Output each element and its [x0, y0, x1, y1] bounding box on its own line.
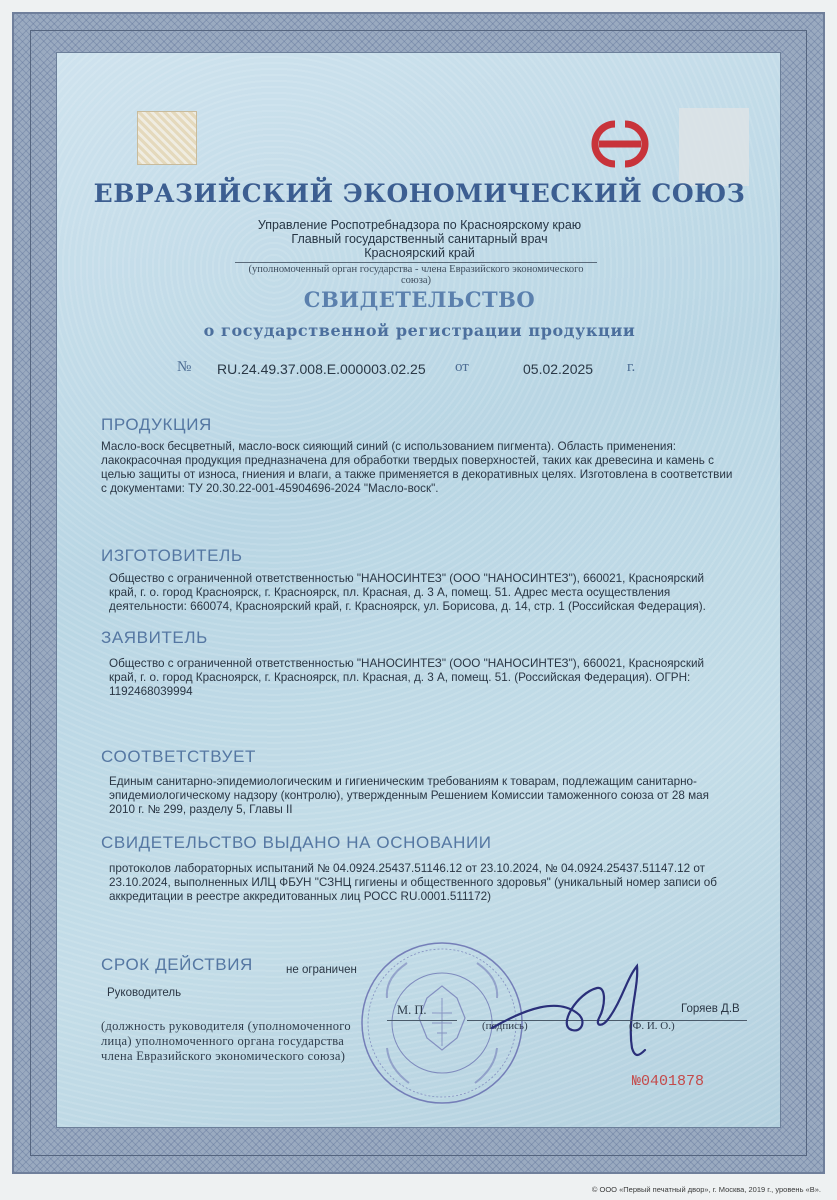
manufacturer-heading: ИЗГОТОВИТЕЛЬ	[101, 546, 243, 565]
validity-heading: СРОК ДЕЙСТВИЯ	[101, 955, 253, 974]
number-label: №	[177, 359, 192, 375]
date-label: от	[455, 359, 469, 375]
basis-text: протоколов лабораторных испытаний № 04.0924.25437.51146.12 от 23.10.2024, № 04.0924.25437.51147.12 от 23.10.2024, выполненных ИЛЦ ФБУН "СЗНЦ гигиены и общественного здоровья" (уникальный номер записи об аккредитации в реестре аккредитованных лиц РОСС RU.0001.511172)	[109, 862, 717, 903]
authority-block	[32, 218, 807, 260]
product-heading: ПРОДУКЦИЯ	[101, 415, 212, 434]
stamp-label: М. П.	[397, 1003, 427, 1017]
basis-heading: СВИДЕТЕЛЬСТВО ВЫДАНО НА ОСНОВАНИИ	[101, 833, 492, 852]
authority-line: Главный государственный санитарный врач	[291, 232, 548, 246]
printer-footer: © ООО «Первый печатный двор», г. Москва, 2019 г., уровень «В».	[591, 1185, 821, 1194]
serial-number: №0401878	[632, 1073, 705, 1090]
position-note	[101, 1019, 351, 1064]
union-title: ЕВРАЗИЙСКИЙ ЭКОНОМИЧЕСКИЙ СОЮЗ	[93, 179, 746, 208]
certificate-sheet	[56, 52, 781, 1128]
authority-line: Красноярский край	[364, 246, 475, 260]
registration-number: RU.24.49.37.008.Е.000003.02.25	[217, 361, 426, 377]
signer-name: Горяев Д.В	[681, 1003, 740, 1015]
applicant-heading: ЗАЯВИТЕЛЬ	[101, 628, 208, 647]
handwritten-signature-icon	[487, 958, 677, 1068]
document-subtitle: о государственной регистрации продукции	[203, 321, 636, 340]
conformity-heading: СООТВЕТСТВУЕТ	[101, 747, 256, 766]
applicant-text: Общество с ограниченной ответственностью "НАНОСИНТЕЗ" (ООО "НАНОСИНТЕЗ"), 660021, Красноярский край, г. о. город Красноярск, г. Красноярск, пл. Красная, д. 3 А, помещ. 51. (Российская Федерация). ОГРН: 1192468039994	[109, 657, 705, 698]
sign-label: (подпись)	[482, 1020, 528, 1032]
registration-mark-area	[679, 108, 749, 186]
position-note-line: (должность руководителя (уполномоченного	[101, 1019, 351, 1033]
authority-line: Управление Роспотребнадзора по Красноярскому краю	[257, 218, 582, 232]
stamp-line	[387, 1020, 457, 1021]
product-text: Масло-воск бесцветный, масло-воск сияющий синий (с использованием пигмента). Область применения: лакокрасочная продукция предназначена для обработки твердых поверхностей, таких как древесина и камень с целью защиты от износа, гниения и влаги, а также применяется в декоративных целях. Изготовлена в соответствии с документами: ТУ 20.30.22-001-45904696-2024 "Масло-воск".	[101, 440, 733, 495]
year-suffix: г.	[627, 359, 636, 375]
eac-logo-icon	[585, 118, 655, 170]
document-title: СВИДЕТЕЛЬСТВО	[303, 287, 536, 312]
position-note-line: члена Евразийского экономического союза)	[101, 1049, 346, 1063]
position-note-line: лица) уполномоченного органа государства	[101, 1034, 345, 1048]
fio-label: (Ф. И. О.)	[629, 1020, 675, 1032]
registration-date: 05.02.2025	[523, 361, 594, 377]
hologram-sticker	[137, 111, 197, 165]
authority-note: (уполномоченный орган государства - члена Евразийского экономического союза)	[235, 262, 597, 286]
validity-value: не ограничен	[286, 964, 357, 976]
conformity-text: Единым санитарно-эпидемиологическим и гигиеническим требованиям к товарам, подлежащим санитарно-эпидемиологическому надзору (контролю), утвержденным Решением Комиссии таможенного союза от 28 мая 2010 г. № 299, разделу 5, Главы II	[109, 775, 709, 816]
manufacturer-text: Общество с ограниченной ответственностью "НАНОСИНТЕЗ" (ООО "НАНОСИНТЕЗ"), 660021, Красноярский край, г. о. город Красноярск, г. Красноярск, пл. Красная, д. 3 А, помещ. 51. Адрес места осуществления деятельности: 660074, Красноярский край, г. Красноярск, ул. Борисова, д. 14, стр. 1 (Российская Федерация).	[109, 572, 706, 613]
head-label: Руководитель	[107, 987, 182, 999]
